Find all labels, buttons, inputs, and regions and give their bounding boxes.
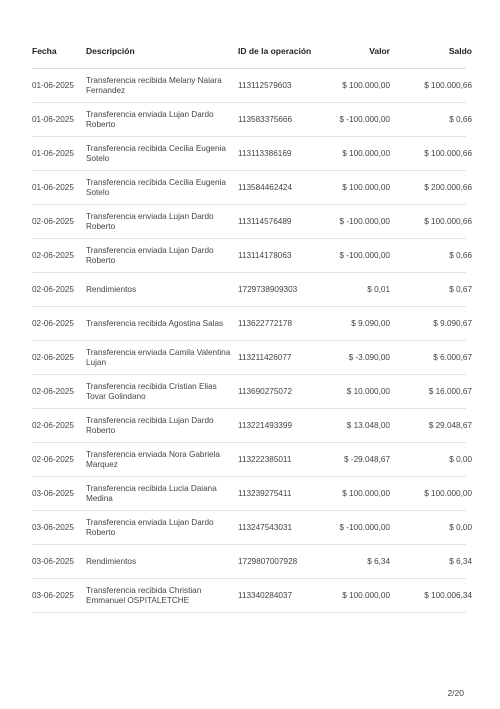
cell-date: 02-06-2025 bbox=[32, 251, 74, 260]
cell-balance: $ 6,34 bbox=[449, 557, 472, 566]
header-balance: Saldo bbox=[448, 46, 472, 56]
cell-description: Transferencia recibida Cecilia Eugenia Sotelo bbox=[86, 144, 226, 163]
table-row bbox=[32, 273, 472, 307]
table-row bbox=[32, 477, 472, 511]
cell-operation-id: 113239275411 bbox=[238, 488, 292, 498]
table-row bbox=[32, 103, 472, 137]
cell-balance: $ 6.000,67 bbox=[433, 353, 472, 362]
cell-value: $ -29.048,67 bbox=[344, 455, 390, 464]
cell-operation-id: 113583375666 bbox=[238, 114, 293, 124]
table-row bbox=[32, 443, 472, 477]
cell-description: Transferencia enviada Lujan Dardo Roberto bbox=[86, 246, 214, 265]
cell-description: Transferencia recibida Melany Naiara Fernandez bbox=[86, 76, 222, 95]
cell-date: 01-06-2025 bbox=[32, 149, 74, 158]
cell-value: $ -100.000,00 bbox=[339, 115, 390, 124]
header-date: Fecha bbox=[32, 46, 57, 56]
cell-value: $ -3.090,00 bbox=[348, 353, 390, 362]
cell-date: 01-06-2025 bbox=[32, 81, 74, 90]
cell-balance: $ 0,66 bbox=[449, 251, 472, 260]
cell-description: Transferencia recibida Cecilia Eugenia Sotelo bbox=[86, 178, 226, 197]
cell-date: 02-06-2025 bbox=[32, 217, 74, 226]
table-row bbox=[32, 511, 472, 545]
table-row bbox=[32, 579, 472, 613]
cell-value: $ 100.000,00 bbox=[342, 149, 390, 158]
cell-date: 02-06-2025 bbox=[32, 387, 74, 396]
header-description: Descripción bbox=[86, 45, 135, 56]
cell-description: Rendimientos bbox=[86, 556, 137, 566]
cell-date: 03-06-2025 bbox=[32, 591, 74, 600]
cell-value: $ 0,01 bbox=[367, 285, 390, 294]
table-row bbox=[32, 545, 472, 579]
cell-operation-id: 113112579603 bbox=[238, 80, 292, 90]
cell-description: Transferencia enviada Nora Gabriela Marquez bbox=[86, 450, 220, 469]
cell-date: 02-06-2025 bbox=[32, 319, 74, 328]
cell-balance: $ 29.048,67 bbox=[428, 421, 472, 430]
cell-description: Transferencia recibida Lujan Dardo Roberto bbox=[86, 416, 214, 435]
cell-value: $ 100.000,00 bbox=[342, 489, 390, 498]
cell-description: Transferencia enviada Camila Valentina Lujan bbox=[86, 348, 231, 367]
cell-operation-id: 113114576489 bbox=[238, 216, 292, 226]
cell-operation-id: 113113386169 bbox=[238, 148, 292, 158]
table-row bbox=[32, 307, 472, 341]
table-row bbox=[32, 375, 472, 409]
cell-description: Transferencia enviada Lujan Dardo Roberto bbox=[86, 212, 214, 231]
cell-operation-id: 1729807007928 bbox=[238, 556, 298, 566]
table-row bbox=[32, 205, 472, 239]
cell-operation-id: 113622772178 bbox=[238, 318, 293, 328]
cell-operation-id: 113114178063 bbox=[238, 250, 292, 260]
cell-date: 03-06-2025 bbox=[32, 557, 74, 566]
table-row bbox=[32, 341, 472, 375]
cell-description: Rendimientos bbox=[86, 284, 137, 294]
cell-operation-id: 113584462424 bbox=[238, 182, 293, 192]
cell-operation-id: 113247543031 bbox=[238, 522, 293, 532]
cell-description: Transferencia enviada Lujan Dardo Roberto bbox=[86, 110, 214, 129]
cell-balance: $ 0,66 bbox=[449, 115, 472, 124]
cell-balance: $ 9.090,67 bbox=[433, 319, 472, 328]
cell-date: 02-06-2025 bbox=[32, 285, 74, 294]
cell-operation-id: 113221493399 bbox=[238, 420, 293, 430]
table-row bbox=[32, 409, 472, 443]
cell-value: $ 13.048,00 bbox=[346, 421, 390, 430]
cell-description: Transferencia recibida Cristian Elias Tovar Golindano bbox=[86, 382, 217, 401]
cell-balance: $ 16.000,67 bbox=[428, 387, 472, 396]
cell-balance: $ 100.006,34 bbox=[424, 591, 472, 600]
table-row bbox=[32, 69, 472, 103]
cell-balance: $ 0,00 bbox=[449, 523, 472, 532]
cell-value: $ 100.000,00 bbox=[342, 591, 390, 600]
cell-description: Transferencia recibida Agostina Salas bbox=[86, 318, 224, 328]
cell-value: $ 9.090,00 bbox=[351, 319, 390, 328]
cell-date: 01-06-2025 bbox=[32, 183, 74, 192]
table-body bbox=[32, 69, 472, 613]
cell-value: $ 100.000,00 bbox=[342, 183, 390, 192]
cell-description: Transferencia recibida Lucia Daiana Medina bbox=[86, 484, 217, 503]
table-header bbox=[32, 34, 472, 69]
cell-date: 02-06-2025 bbox=[32, 353, 74, 362]
cell-operation-id: 113690275072 bbox=[238, 386, 293, 396]
cell-date: 01-06-2025 bbox=[32, 115, 74, 124]
header-value: Valor bbox=[369, 46, 390, 56]
cell-date: 03-06-2025 bbox=[32, 489, 74, 498]
cell-balance: $ 100.000,66 bbox=[424, 81, 472, 90]
cell-date: 02-06-2025 bbox=[32, 421, 74, 430]
cell-operation-id: 113222385011 bbox=[238, 454, 292, 464]
table-row bbox=[32, 137, 472, 171]
cell-balance: $ 0,00 bbox=[449, 455, 472, 464]
cell-balance: $ 100.000,66 bbox=[424, 217, 472, 226]
cell-value: $ -100.000,00 bbox=[339, 251, 390, 260]
cell-value: $ -100.000,00 bbox=[339, 523, 390, 532]
cell-balance: $ 200.000,66 bbox=[424, 183, 472, 192]
cell-description: Transferencia recibida Christian Emmanuel OSPITALETCHE bbox=[86, 586, 202, 605]
cell-date: 03-06-2025 bbox=[32, 523, 74, 532]
table-row bbox=[32, 171, 472, 205]
cell-operation-id: 113211426077 bbox=[238, 352, 292, 362]
cell-description: Transferencia enviada Lujan Dardo Roberto bbox=[86, 518, 214, 537]
cell-value: $ 6,34 bbox=[367, 557, 390, 566]
table-row bbox=[32, 239, 472, 273]
header-operation-id: ID de la operación bbox=[238, 45, 312, 56]
cell-date: 02-06-2025 bbox=[32, 455, 74, 464]
cell-operation-id: 1729738909303 bbox=[238, 284, 298, 294]
cell-value: $ -100.000,00 bbox=[339, 217, 390, 226]
cell-balance: $ 100.000,00 bbox=[424, 489, 472, 498]
transactions-table bbox=[32, 34, 472, 613]
cell-value: $ 10.000,00 bbox=[346, 387, 390, 396]
cell-value: $ 100.000,00 bbox=[342, 81, 390, 90]
cell-balance: $ 100.000,66 bbox=[424, 149, 472, 158]
cell-operation-id: 113340284037 bbox=[238, 590, 293, 600]
page-number: 2/20 bbox=[447, 688, 464, 698]
cell-balance: $ 0,67 bbox=[449, 285, 472, 294]
